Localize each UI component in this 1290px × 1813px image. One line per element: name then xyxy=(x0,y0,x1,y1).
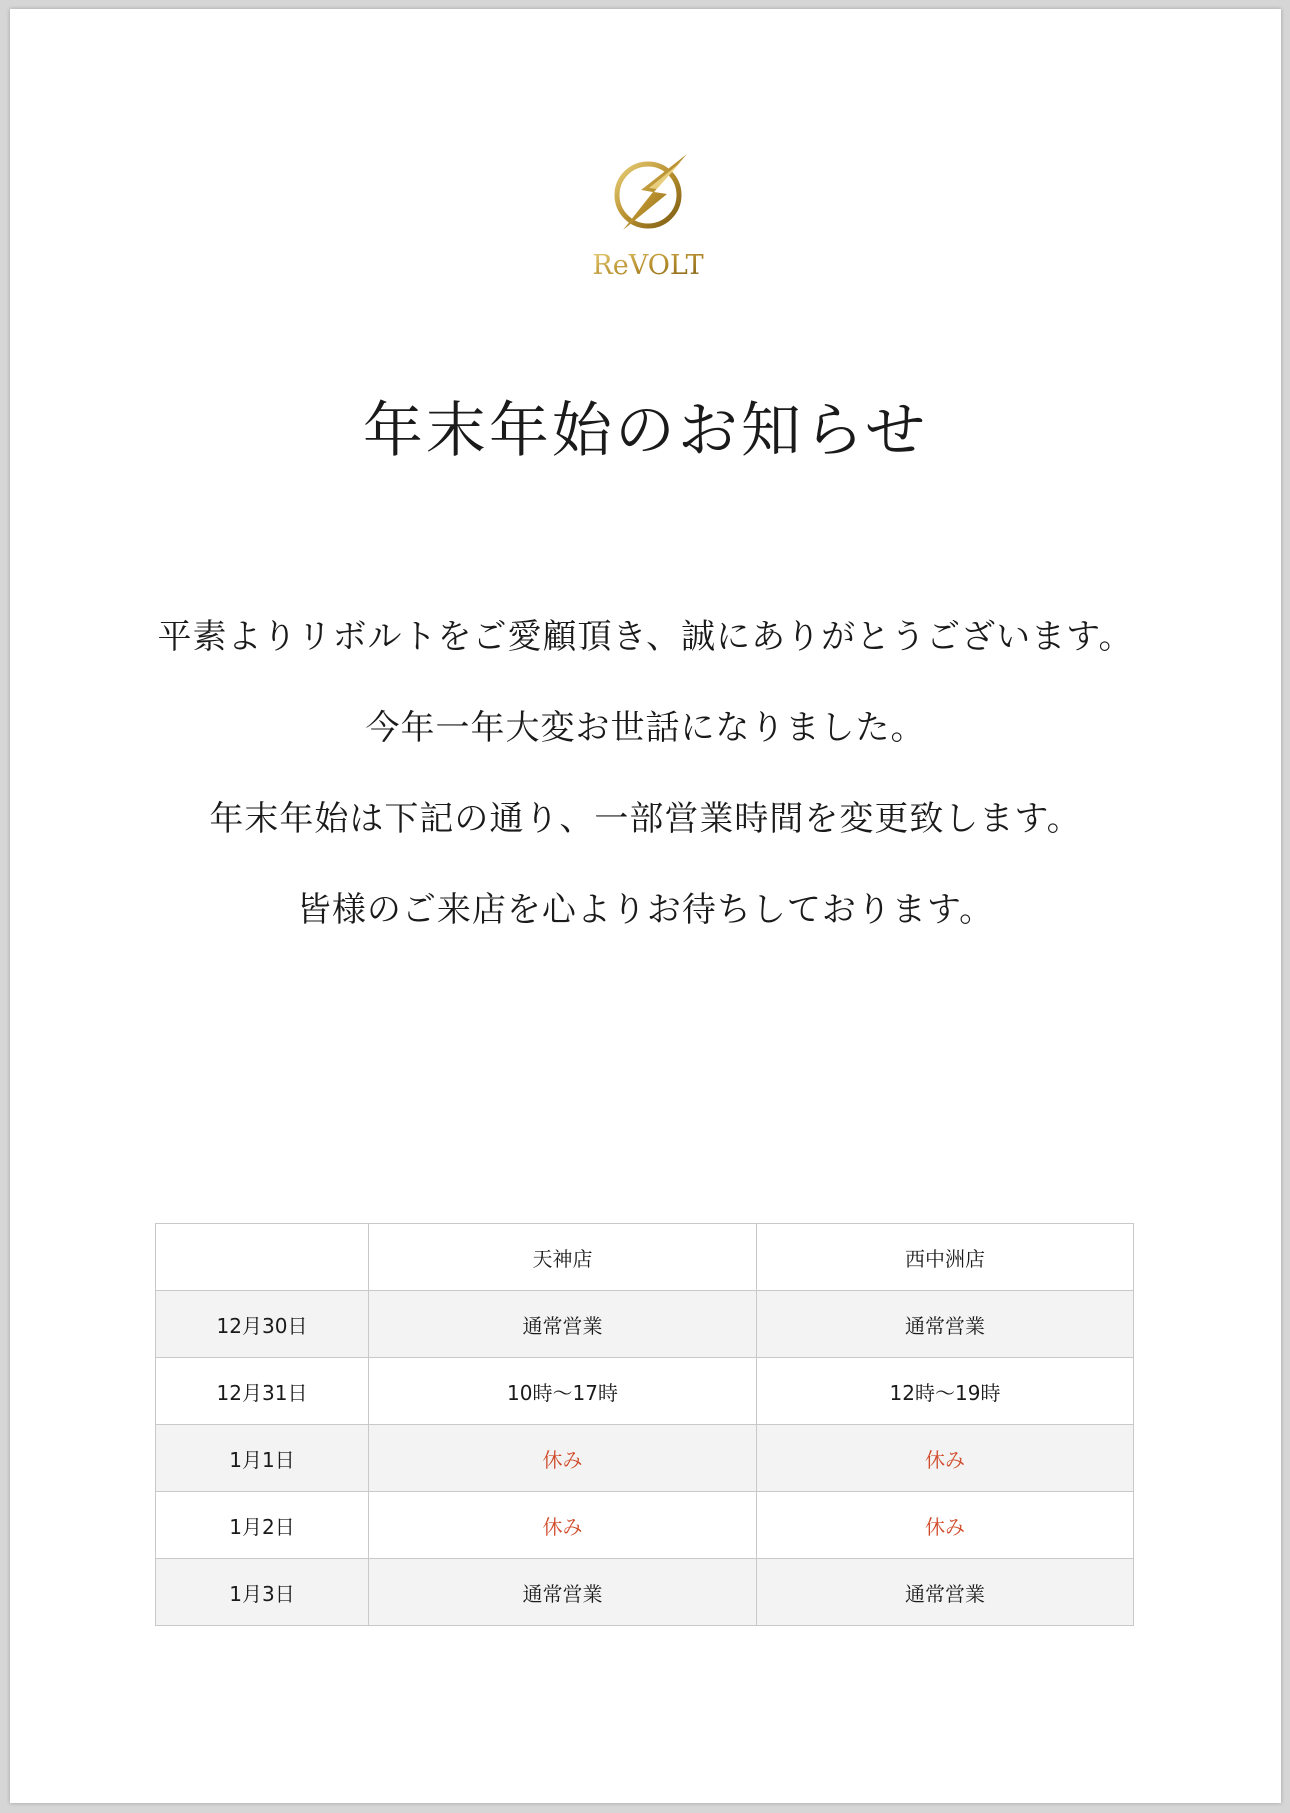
notice-page xyxy=(10,9,1281,1803)
table-header-row xyxy=(156,1224,1134,1291)
message-line: 平素よりリボルトをご愛顧頂き、誠にありがとうございます。 xyxy=(157,617,1134,657)
header-cell-tenjin: 天神店 xyxy=(369,1224,757,1291)
message-line: 皆様のご来店を心よりお待ちしております。 xyxy=(296,890,995,930)
nishinakasu-hours-cell: 通常営業 xyxy=(757,1291,1134,1358)
header-cell-empty xyxy=(156,1224,369,1291)
table-row xyxy=(156,1358,1134,1425)
date-cell: 1月3日 xyxy=(156,1559,369,1626)
nishinakasu-hours-cell: 12時〜19時 xyxy=(757,1358,1134,1425)
tenjin-hours-cell: 10時〜17時 xyxy=(369,1358,757,1425)
table-row xyxy=(156,1492,1134,1559)
header-cell-nishinakasu: 西中洲店 xyxy=(757,1224,1134,1291)
nishinakasu-closed-cell: 休み xyxy=(757,1492,1134,1559)
lightning-bolt-icon xyxy=(583,144,713,284)
table-row xyxy=(156,1425,1134,1492)
tenjin-hours-cell: 通常営業 xyxy=(369,1291,757,1358)
nishinakasu-hours-cell: 通常営業 xyxy=(757,1559,1134,1626)
table-row xyxy=(156,1291,1134,1358)
message-line: 年末年始は下記の通り、一部営業時間を変更致します。 xyxy=(209,799,1082,839)
date-cell: 1月1日 xyxy=(156,1425,369,1492)
nishinakasu-closed-cell: 休み xyxy=(757,1425,1134,1492)
brand-wordmark: ReVOLT xyxy=(592,250,704,281)
table-row xyxy=(156,1559,1134,1626)
tenjin-closed-cell: 休み xyxy=(369,1425,757,1492)
holiday-schedule-table xyxy=(155,1223,1134,1626)
tenjin-hours-cell: 通常営業 xyxy=(369,1559,757,1626)
date-cell: 12月31日 xyxy=(156,1358,369,1425)
page-title: 年末年始のお知らせ xyxy=(362,396,929,466)
tenjin-closed-cell: 休み xyxy=(369,1492,757,1559)
revolt-logo xyxy=(583,144,713,284)
message-line: 今年一年大変お世話になりました。 xyxy=(365,708,926,748)
date-cell: 12月30日 xyxy=(156,1291,369,1358)
date-cell: 1月2日 xyxy=(156,1492,369,1559)
greeting-message xyxy=(10,614,1281,978)
